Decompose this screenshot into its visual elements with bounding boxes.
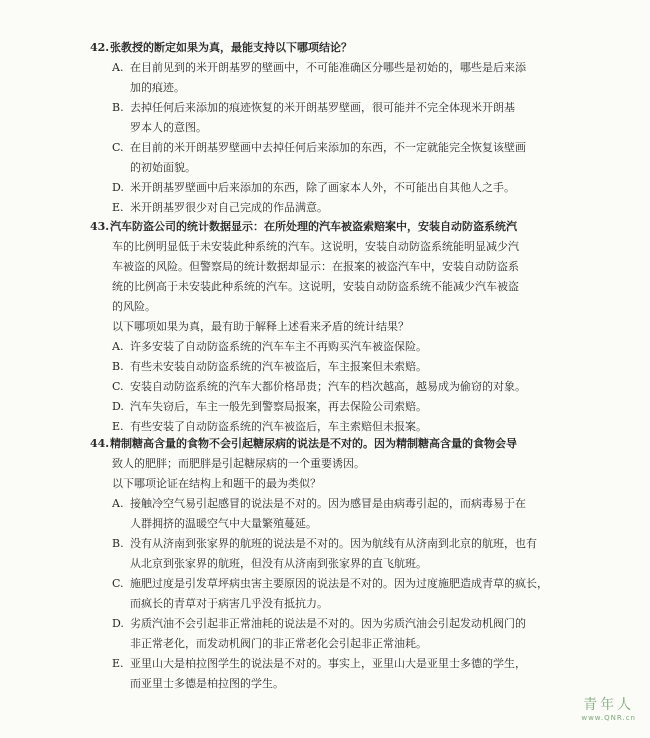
question-43 (90, 217, 582, 437)
option-line: 米开朗基罗壁画中后来添加的东西，除了画家本人外，不可能出自其他人之手。 (130, 181, 515, 194)
stem-line: 张教授的断定如果为真，最能支持以下哪项结论？ (110, 41, 352, 54)
question-prompt: 以下哪项论证在结构上和题干的最为类似？ (112, 477, 321, 490)
option-line: 罗本人的意图。 (130, 121, 207, 134)
option-letter: E. (112, 420, 124, 433)
watermark-main: 青年人 (583, 697, 635, 713)
option-line: 在目前见到的米开朗基罗的壁画中，不可能准确区分哪些是初始的，哪些是后来添 (130, 61, 526, 74)
option-line: 没有从济南到张家界的航班的说法是不对的。因为航线有从济南到北京的航班，也有 (130, 537, 537, 550)
question-number: 43. (90, 220, 110, 233)
option-line: 接触冷空气易引起感冒的说法是不对的。因为感冒是由病毒引起的，而病毒易于在 (130, 497, 526, 510)
option-line: 从北京到张家界的航班，但没有从济南到张家界的直飞航班。 (130, 557, 427, 570)
option-line: 施肥过度是引发草坪病虫害主要原因的说法是不对的。因为过度施肥造成青草的疯长， (130, 577, 548, 590)
option-e (112, 198, 582, 218)
question-44 (90, 434, 582, 694)
option-letter: E. (112, 657, 124, 670)
option-line: 在目前的米开朗基罗壁画中去掉任何后来添加的东西，不一定就能完全恢复该壁画 (130, 141, 526, 154)
option-line: 有些安装了自动防盗系统的汽车被盗后，车主索赔但未报案。 (130, 420, 427, 433)
option-letter: A. (112, 61, 124, 74)
option-line: 而亚里士多德是柏拉图的学生。 (130, 677, 284, 690)
stem-line: 车的比例明显低于未安装此种系统的汽车。这说明，安装自动防盗系统能明显减少汽 (112, 240, 519, 253)
question-number: 44. (90, 437, 110, 450)
option-b (112, 534, 582, 574)
question-prompt: 以下哪项如果为真，最有助于解释上述看来矛盾的统计结果？ (112, 320, 409, 333)
option-letter: C. (112, 380, 124, 393)
option-d (112, 397, 582, 417)
stem-line: 精制糖高含量的食物不会引起糖尿病的说法是不对的。因为精制糖高含量的食物会导 (110, 437, 517, 450)
option-e (112, 654, 582, 694)
option-line: 非正常老化，而发动机阀门的非正常老化会引起非正常油耗。 (130, 637, 427, 650)
option-line: 汽车失窃后，车主一般先到警察局报案，再去保险公司索赔。 (130, 400, 427, 413)
question-stem (90, 38, 582, 58)
stem-line: 车被盗的风险。但警察局的统计数据却显示：在报案的被盗汽车中，安装自动防盗系 (112, 260, 519, 273)
option-letter: C. (112, 577, 124, 590)
option-letter: C. (112, 141, 124, 154)
question-stem (90, 217, 582, 317)
option-c (112, 574, 582, 614)
option-letter: D. (112, 181, 124, 194)
option-line: 去掉任何后来添加的痕迹恢复的米开朗基罗壁画，很可能并不完全体现米开朗基 (130, 101, 515, 114)
option-letter: B. (112, 360, 124, 373)
option-line: 许多安装了自动防盗系统的汽车车主不再购买汽车被盗保险。 (130, 340, 427, 353)
stem-line: 汽车防盗公司的统计数据显示：在所处理的汽车被盗索赔案中，安装自动防盗系统汽 (110, 220, 517, 233)
stem-line: 致人的肥胖；而肥胖是引起糖尿病的一个重要诱因。 (112, 457, 365, 470)
option-a (112, 58, 582, 98)
option-line: 而疯长的青草对于病害几乎没有抵抗力。 (130, 597, 328, 610)
option-c (112, 377, 582, 397)
option-line: 安装自动防盗系统的汽车大都价格昂贵；汽车的档次越高，越易成为偷窃的对象。 (130, 380, 526, 393)
option-letter: B. (112, 537, 124, 550)
option-b (112, 357, 582, 377)
option-d (112, 178, 582, 198)
option-line: 劣质汽油不会引起非正常油耗的说法是不对的。因为劣质汽油会引起发动机阀门的 (130, 617, 526, 630)
option-letter: A. (112, 340, 124, 353)
option-a (112, 494, 582, 534)
option-d (112, 614, 582, 654)
option-c (112, 138, 582, 178)
option-line: 加的痕迹。 (130, 81, 185, 94)
question-number: 42. (90, 41, 110, 54)
option-line: 人群拥挤的温暖空气中大量繁殖蔓延。 (130, 517, 317, 530)
option-line: 的初始面貌。 (130, 161, 196, 174)
option-line: 有些未安装自动防盗系统的汽车被盗后，车主报案但未索赔。 (130, 360, 427, 373)
watermark-logo (581, 694, 636, 722)
option-a (112, 337, 582, 357)
option-b (112, 98, 582, 138)
option-letter: D. (112, 617, 124, 630)
option-letter: E. (112, 201, 124, 214)
stem-line: 统的比例高于未安装此种系统的汽车。这说明，安装自动防盗系统不能减少汽车被盗 (112, 280, 519, 293)
option-letter: D. (112, 400, 124, 413)
question-42 (90, 38, 582, 218)
option-line: 亚里山大是柏拉图学生的说法是不对的。事实上，亚里山大是亚里士多德的学生， (130, 657, 526, 670)
option-letter: A. (112, 497, 124, 510)
option-line: 米开朗基罗很少对自己完成的作品满意。 (130, 201, 328, 214)
option-letter: B. (112, 101, 124, 114)
question-stem (90, 434, 582, 474)
stem-line: 的风险。 (112, 300, 156, 313)
watermark-url: www.QNR.cn (581, 714, 636, 722)
